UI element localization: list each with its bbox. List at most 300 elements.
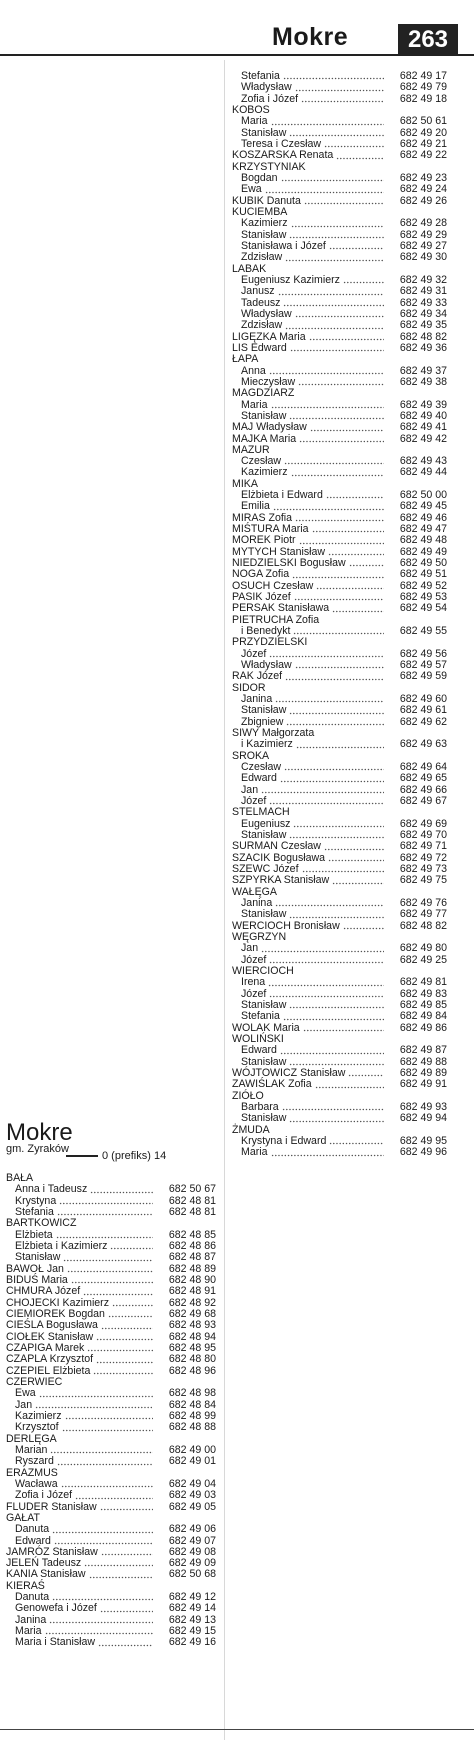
entry-phone-number: 682 48 84 [168, 1398, 216, 1411]
entry-name: CHMURA Józef [6, 1285, 81, 1298]
entry-name: SZACIK Bogusława [232, 851, 326, 864]
entry-phone-number: 682 49 51 [399, 568, 447, 581]
entry-phone-number: 682 49 68 [168, 1307, 216, 1320]
entry-name: WIERCIOCH [232, 964, 294, 977]
page-header-title: Mokre [272, 23, 349, 51]
entry-phone-number: 682 49 94 [399, 1112, 447, 1125]
entry-name: WERCIOCH Bronisław [232, 919, 340, 932]
directory-entry [232, 1113, 447, 1124]
dot-leader [289, 914, 384, 919]
dot-leader [61, 1483, 153, 1488]
entry-phone-number: 682 49 03 [168, 1489, 216, 1502]
entry-name: LIS Edward [232, 341, 287, 354]
entry-name: Józef [241, 987, 267, 1000]
entry-phone-number: 682 49 30 [399, 251, 447, 264]
dot-leader [304, 200, 384, 205]
entry-phone-number: 682 49 48 [399, 534, 447, 547]
entry-phone-number: 682 50 68 [168, 1568, 216, 1581]
dot-leader [329, 1140, 384, 1145]
dot-leader [271, 1152, 385, 1157]
dot-leader [315, 1084, 384, 1089]
surname-heading [232, 807, 447, 818]
entry-phone-number: 682 49 87 [399, 1044, 447, 1057]
entry-name: KIERAŚ [6, 1579, 45, 1592]
entry-phone-number: 682 49 32 [399, 273, 447, 286]
entry-name: Józef [241, 647, 267, 660]
dot-leader [283, 75, 384, 80]
entry-phone-number: 682 49 12 [168, 1591, 216, 1604]
entry-phone-number: 682 49 28 [399, 217, 447, 230]
entry-phone-number: 682 49 17 [399, 70, 447, 82]
dot-leader [336, 155, 384, 160]
entry-name: SIDOR [232, 681, 266, 694]
dot-leader [343, 925, 384, 930]
entry-name: SZEWC Józef [232, 862, 299, 875]
entry-name: Jan [241, 783, 259, 796]
dot-leader [35, 1404, 153, 1409]
entry-phone-number: 682 49 79 [399, 81, 447, 94]
entry-name: Krystyna i Edward [241, 1134, 327, 1147]
entry-name: Stanisław [241, 998, 287, 1011]
dot-leader [284, 460, 384, 465]
dot-leader [110, 1245, 153, 1250]
entry-name: Irena [241, 976, 266, 989]
entry-phone-number: 682 48 92 [168, 1296, 216, 1309]
entry-name: Maria [15, 1625, 42, 1638]
entry-name: CZERWIEC [6, 1375, 63, 1388]
entry-name: BAŁA [6, 1172, 34, 1184]
entry-phone-number: 682 49 45 [399, 500, 447, 513]
entry-phone-number: 682 49 86 [399, 1021, 447, 1034]
entry-phone-number: 682 49 91 [399, 1078, 447, 1091]
entry-phone-number: 682 49 23 [399, 171, 447, 184]
dot-leader [289, 1118, 384, 1123]
directory-entry [6, 1388, 216, 1399]
dot-leader [112, 1302, 153, 1307]
dot-leader [286, 721, 384, 726]
entry-phone-number: 682 49 60 [399, 693, 447, 706]
entry-phone-number: 682 49 34 [399, 307, 447, 320]
dot-leader [280, 778, 384, 783]
entry-name: Teresa i Czesław [241, 137, 322, 150]
entry-name: ZAWIŚLAK Zofia [232, 1078, 312, 1091]
dot-leader [96, 1359, 153, 1364]
entry-name: Wacława [15, 1477, 58, 1490]
entry-phone-number: 682 48 82 [399, 919, 447, 932]
dot-leader [285, 257, 384, 262]
entry-name: Kazimierz [15, 1409, 62, 1422]
entry-phone-number: 682 49 59 [399, 670, 447, 683]
entry-name: Zdzisław [241, 319, 283, 332]
entry-name: MAJKA Maria [232, 432, 297, 445]
entry-name: KUCIEMBA [232, 205, 288, 218]
entry-name: Elżbieta [15, 1228, 53, 1241]
surname-heading [6, 1218, 216, 1229]
entry-phone-number: 682 49 53 [399, 591, 447, 604]
dot-leader [57, 1211, 153, 1216]
footer-rule [0, 1729, 474, 1730]
entry-name: CZAPLA Krzysztof [6, 1353, 94, 1366]
entry-name: Krzysztof [15, 1421, 59, 1434]
dot-leader [291, 223, 384, 228]
entry-phone-number: 682 49 47 [399, 523, 447, 536]
entry-name: Stanisław [241, 1112, 287, 1125]
entry-phone-number: 682 48 80 [168, 1353, 216, 1366]
section-title: Mokre [6, 1119, 73, 1146]
dot-leader [271, 404, 385, 409]
entry-phone-number: 682 49 27 [399, 239, 447, 252]
entry-phone-number: 682 48 85 [168, 1228, 216, 1241]
dot-leader [89, 1574, 154, 1579]
entry-name: ŻMUDA [232, 1123, 270, 1136]
entry-name: Elżbieta i Kazimierz [15, 1239, 108, 1252]
entry-name: SROKA [232, 749, 270, 762]
directory-entry [6, 1354, 216, 1365]
entry-phone-number: 682 49 75 [399, 874, 447, 887]
entry-phone-number: 682 49 01 [168, 1455, 216, 1468]
entry-name: Janina [241, 896, 273, 909]
dot-leader [290, 347, 384, 352]
entry-name: Janina [15, 1613, 47, 1626]
entry-phone-number: 682 49 22 [399, 149, 447, 162]
dot-leader [302, 868, 384, 873]
entry-phone-number: 682 49 77 [399, 908, 447, 921]
entry-phone-number: 682 49 37 [399, 364, 447, 377]
entry-name: Stanisław [15, 1251, 61, 1264]
directory-entry [232, 1079, 447, 1090]
directory-entry [232, 1045, 447, 1056]
entry-name: i Kazimierz [241, 738, 293, 751]
entry-phone-number: 682 49 13 [168, 1613, 216, 1626]
directory-entry [232, 218, 447, 229]
entry-name: ZIÓŁO [232, 1089, 264, 1102]
entry-phone-number: 682 49 16 [168, 1636, 216, 1649]
entry-name: MIŚTURA Maria [232, 523, 309, 536]
entry-name: Stefania [241, 1010, 280, 1023]
dot-leader [52, 1529, 153, 1534]
entry-name: JAMRÓZ Stanisław [6, 1545, 98, 1558]
prefix-note: 0 (prefiks) 14 [102, 1150, 167, 1162]
entry-phone-number: 682 49 88 [399, 1055, 447, 1068]
entry-phone-number: 682 49 40 [399, 409, 447, 422]
dot-leader [90, 1189, 153, 1194]
dot-leader [39, 1393, 153, 1398]
entry-name: Stanisława i Józef [241, 239, 326, 252]
entry-phone-number: 682 49 35 [399, 319, 447, 332]
dot-leader [285, 676, 384, 681]
entry-phone-number: 682 49 55 [399, 625, 447, 638]
entry-name: ŁAPA [232, 353, 259, 366]
entry-name: Maria i Stanisław [15, 1636, 96, 1649]
column-divider [224, 60, 225, 1740]
entry-phone-number: 682 49 65 [399, 772, 447, 785]
entry-phone-number: 682 49 24 [399, 183, 447, 196]
dot-leader [269, 653, 384, 658]
entry-name: PERSAK Stanisława [232, 602, 330, 615]
entry-name: Józef [241, 953, 267, 966]
dot-leader [326, 494, 384, 499]
entry-name: CIEŚLA Bogusława [6, 1319, 98, 1332]
entry-phone-number: 682 49 80 [399, 942, 447, 955]
entry-phone-number: 682 49 33 [399, 296, 447, 309]
dot-leader [57, 1461, 153, 1466]
entry-phone-number: 682 49 41 [399, 421, 447, 434]
entry-phone-number: 682 49 76 [399, 896, 447, 909]
entry-phone-number: 682 49 31 [399, 285, 447, 298]
entry-phone-number: 682 49 89 [399, 1066, 447, 1079]
entry-name: STELMACH [232, 806, 290, 819]
entry-name: WAŁĘGA [232, 885, 277, 898]
entry-name: Edward [15, 1534, 51, 1547]
entry-name: MIRAS Zofia [232, 511, 293, 524]
entry-name: CZEPIEL Elżbieta [6, 1364, 91, 1377]
prefix-rule [66, 1155, 98, 1157]
dot-leader [298, 381, 384, 386]
entry-name: Stefania [241, 70, 280, 82]
dot-leader [49, 1619, 153, 1624]
dot-leader [275, 902, 384, 907]
dot-leader [269, 993, 384, 998]
entry-name: CZAPIGA Marek [6, 1341, 85, 1354]
entry-phone-number: 682 49 56 [399, 647, 447, 660]
entry-name: OSUCH Czesław [232, 579, 314, 592]
entry-name: Eugeniusz Kazimierz [241, 273, 340, 286]
entry-name: Anna [241, 364, 266, 377]
entry-name: Marian [15, 1443, 48, 1456]
dot-leader [329, 245, 384, 250]
dot-leader [108, 1313, 153, 1318]
dot-leader [98, 1642, 153, 1647]
dot-leader [289, 415, 384, 420]
entry-phone-number: 682 49 83 [399, 987, 447, 1000]
dot-leader [87, 1347, 153, 1352]
dot-leader [348, 1072, 384, 1077]
entry-name: Władysław [241, 659, 292, 672]
entry-name: DERLĘGA [6, 1432, 57, 1445]
entry-name: Czesław [241, 455, 282, 468]
dot-leader [299, 540, 384, 545]
entry-phone-number: 682 49 14 [168, 1602, 216, 1615]
entry-phone-number: 682 49 95 [399, 1134, 447, 1147]
dot-leader [101, 1325, 153, 1330]
entry-phone-number: 682 49 29 [399, 228, 447, 241]
entry-name: WĘGRZYN [232, 930, 287, 943]
dot-leader [296, 744, 384, 749]
entry-phone-number: 682 48 86 [168, 1239, 216, 1252]
entry-phone-number: 682 48 91 [168, 1285, 216, 1298]
entry-phone-number: 682 49 69 [399, 817, 447, 830]
entry-phone-number: 682 48 90 [168, 1273, 216, 1286]
entry-phone-number: 682 49 52 [399, 579, 447, 592]
entry-name: Edward [241, 772, 277, 785]
entry-phone-number: 682 49 15 [168, 1625, 216, 1638]
entry-phone-number: 682 49 20 [399, 126, 447, 139]
dot-leader [65, 1415, 153, 1420]
entry-phone-number: 682 48 98 [168, 1387, 216, 1400]
entry-name: Tadeusz [241, 296, 281, 309]
dot-leader [100, 1608, 153, 1613]
entry-phone-number: 682 48 99 [168, 1409, 216, 1422]
dot-leader [295, 313, 384, 318]
entry-phone-number: 682 49 67 [399, 795, 447, 807]
dot-leader [59, 1200, 153, 1205]
entry-name: Janina [241, 693, 273, 706]
directory-entry [232, 82, 447, 93]
entry-phone-number: 682 48 81 [168, 1205, 216, 1218]
entry-name: MAZUR [232, 443, 270, 456]
dot-leader [284, 766, 384, 771]
entry-phone-number: 682 49 81 [399, 976, 447, 989]
entry-name: Jan [241, 942, 259, 955]
dot-leader [324, 143, 384, 148]
dot-leader [50, 1449, 153, 1454]
dot-leader [301, 98, 384, 103]
entry-name: i Benedykt [241, 625, 291, 638]
dot-leader [291, 472, 384, 477]
dot-leader [293, 823, 384, 828]
dot-leader [324, 846, 384, 851]
entry-name: CIEMIOREK Bogdan [6, 1307, 105, 1320]
directory-entry [232, 977, 447, 988]
directory-entry [6, 1184, 216, 1195]
entry-name: BARTKOWICZ [6, 1217, 77, 1230]
entry-name: WOLIŃSKI [232, 1032, 284, 1045]
dot-leader [281, 177, 384, 182]
entry-name: Józef [241, 795, 267, 807]
entry-name: Edward [241, 1044, 277, 1057]
directory-entry [232, 116, 447, 127]
entry-phone-number: 682 49 62 [399, 715, 447, 728]
dot-leader [293, 630, 384, 635]
entry-name: Władysław [241, 81, 292, 94]
dot-leader [309, 336, 384, 341]
entry-phone-number: 682 49 50 [399, 557, 447, 570]
entry-name: RAK Józef [232, 670, 283, 683]
entry-name: Kazimierz [241, 217, 288, 230]
entry-name: SURMAN Czesław [232, 840, 321, 853]
directory-entry [232, 286, 447, 297]
entry-name: Stanisław [241, 828, 287, 841]
entry-name: Mieczysław [241, 375, 296, 388]
directory-entry [6, 1286, 216, 1297]
entry-name: Kazimierz [241, 466, 288, 479]
dot-leader [71, 1279, 153, 1284]
entry-phone-number: 682 48 94 [168, 1330, 216, 1343]
entry-name: SZPYRKA Stanisław [232, 874, 330, 887]
directory-entry [6, 1637, 216, 1648]
entry-phone-number: 682 49 63 [399, 738, 447, 751]
entry-name: FLUDER Stanisław [6, 1500, 97, 1513]
entry-name: Danuta [15, 1523, 50, 1536]
directory-entry [232, 841, 447, 852]
entry-phone-number: 682 49 05 [168, 1500, 216, 1513]
entry-phone-number: 682 49 09 [168, 1557, 216, 1570]
dot-leader [332, 608, 384, 613]
entry-phone-number: 682 50 67 [168, 1183, 216, 1196]
entry-name: Anna i Tadeusz [15, 1183, 88, 1196]
dot-leader [289, 1061, 384, 1066]
directory-entry [232, 909, 447, 920]
entry-phone-number: 682 50 00 [399, 489, 447, 502]
dot-leader [295, 517, 384, 522]
entry-name: Stefania [15, 1205, 54, 1218]
directory-entry [232, 773, 447, 784]
surname-heading [232, 354, 447, 365]
dot-leader [269, 959, 384, 964]
entry-name: Krystyna [15, 1194, 57, 1207]
entry-phone-number: 682 49 46 [399, 511, 447, 524]
dot-leader [67, 1268, 153, 1273]
entry-name: Emilia [241, 500, 270, 513]
entry-phone-number: 682 49 54 [399, 602, 447, 615]
directory-entry [232, 943, 447, 954]
entry-name: MYTYCH Stanisław [232, 545, 326, 558]
entry-phone-number: 682 50 61 [399, 115, 447, 128]
dot-leader [295, 664, 384, 669]
entry-phone-number: 682 49 85 [399, 998, 447, 1011]
directory-entry [6, 1490, 216, 1501]
entry-name: Ryszard [15, 1455, 54, 1468]
entry-name: Genowefa i Józef [15, 1602, 97, 1615]
entry-phone-number: 682 49 93 [399, 1100, 447, 1113]
directory-entry [232, 875, 447, 886]
entry-phone-number: 682 49 84 [399, 1010, 447, 1023]
entry-phone-number: 682 49 07 [168, 1534, 216, 1547]
entry-name: Zofia i Józef [241, 92, 299, 105]
directory-entry [232, 1147, 447, 1158]
dot-leader [101, 1551, 153, 1556]
dot-leader [269, 370, 384, 375]
entry-name: KRZYSTYNIAK [232, 160, 306, 173]
entry-phone-number: 682 49 49 [399, 545, 447, 558]
dot-leader [275, 698, 384, 703]
dot-leader [271, 121, 385, 126]
entry-name: BAWOŁ Jan [6, 1262, 64, 1275]
dot-leader [289, 234, 384, 239]
directory-column-left [6, 1173, 216, 1649]
entry-name: CIOŁEK Stanisław [6, 1330, 94, 1343]
entry-name: KANIA Stanisław [6, 1568, 86, 1581]
entry-name: LIGĘZKA Maria [232, 330, 306, 343]
dot-leader [328, 857, 384, 862]
entry-phone-number: 682 49 43 [399, 455, 447, 468]
entry-name: Eugeniusz [241, 817, 291, 830]
entry-name: Janusz [241, 285, 275, 298]
entry-name: Maria [241, 115, 268, 128]
entry-name: KOSZARSKA Renata [232, 149, 334, 162]
entry-phone-number: 682 49 39 [399, 398, 447, 411]
dot-leader [283, 1016, 384, 1021]
dot-leader [289, 132, 384, 137]
entry-phone-number: 682 49 08 [168, 1545, 216, 1558]
entry-phone-number: 682 49 61 [399, 704, 447, 717]
dot-leader [45, 1630, 154, 1635]
directory-entry [232, 252, 447, 263]
entry-name: MAGDZIARZ [232, 387, 295, 400]
dot-leader [332, 880, 384, 885]
dot-leader [278, 291, 384, 296]
entry-phone-number: 682 49 44 [399, 466, 447, 479]
entry-name: Władysław [241, 307, 292, 320]
entry-name: BIDUŚ Maria [6, 1273, 68, 1286]
entry-name: PIETRUCHA Zofia [232, 613, 320, 626]
dot-leader [295, 87, 384, 92]
entry-name: Ewa [15, 1387, 36, 1400]
dot-leader [292, 574, 384, 579]
dot-leader [261, 948, 384, 953]
entry-name: LABAK [232, 262, 267, 275]
entry-name: MIKA [232, 477, 258, 490]
